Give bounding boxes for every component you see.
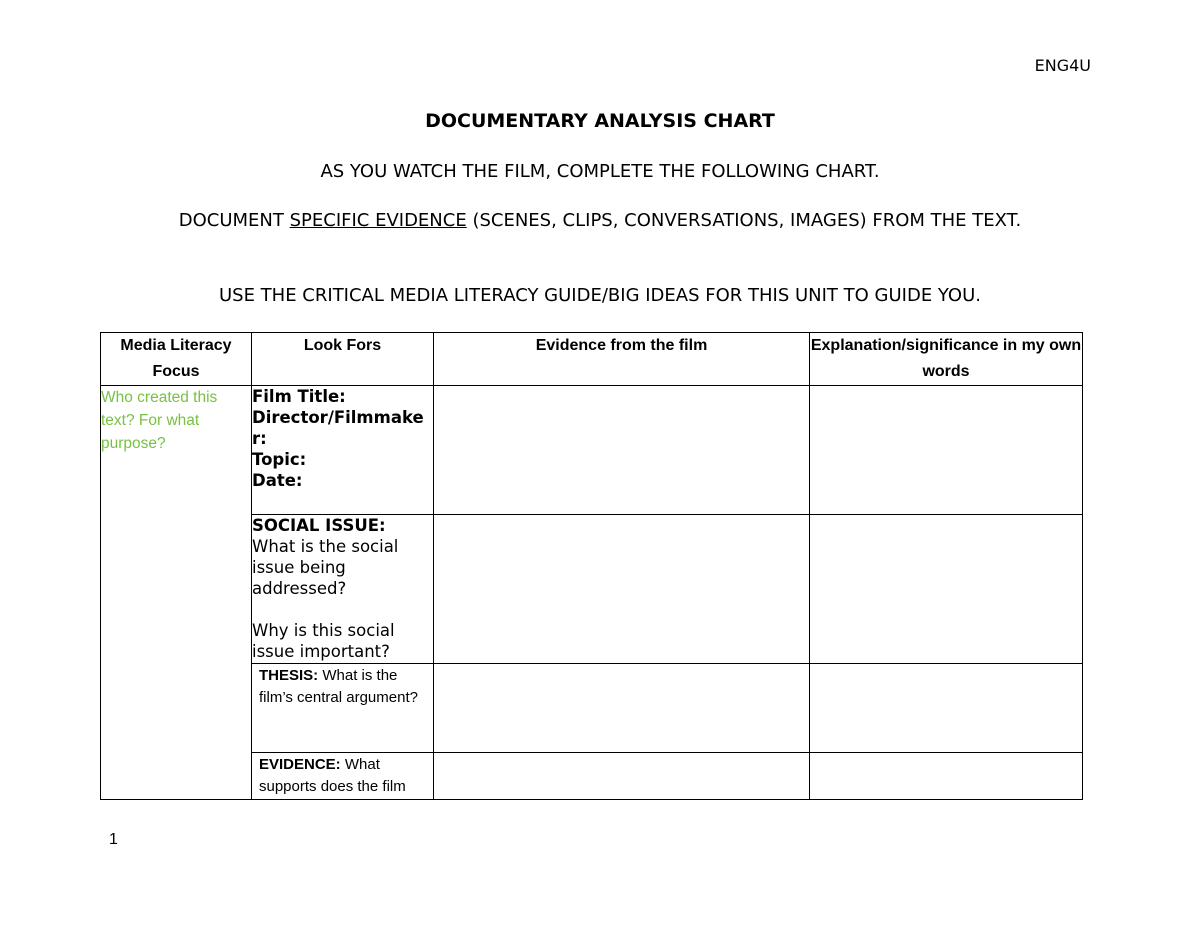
instruction-line-3: USE THE CRITICAL MEDIA LITERACY GUIDE/BIG IDEAS FOR THIS UNIT TO GUIDE YOU. [218,285,981,306]
explanation-cell-social-issue[interactable] [810,515,1083,664]
table-header-row [101,333,1083,386]
specific-evidence-underlined: SPECIFIC EVIDENCE [289,210,467,231]
instruction-line-2-suffix: (SCENES, CLIPS, CONVERSATIONS, IMAGES) FROM THE TEXT. [466,210,1022,231]
evidence-cell-evidence[interactable] [434,753,810,800]
look-fors-thesis [252,664,434,753]
thesis-label: THESIS: [259,667,319,684]
header-evidence: Evidence from the film [434,333,810,386]
evidence-question: What supports does the film [259,756,406,795]
header-look-fors: Look Fors [252,333,434,386]
instruction-line-1: AS YOU WATCH THE FILM, COMPLETE THE FOLLOWING CHART. [320,161,880,182]
instruction-line-2-prefix: DOCUMENT [178,210,290,231]
explanation-cell-evidence[interactable] [810,753,1083,800]
look-fors-film-info [252,386,434,515]
page-number: 1 [109,831,118,848]
header-explanation: Explanation/significance in my own words [810,333,1083,386]
focus-prompt-cell [101,386,252,800]
evidence-cell-thesis[interactable] [434,664,810,753]
social-issue-question-1: What is the social issue being addressed? [252,537,399,598]
thesis-question: What is the film’s central argument? [259,667,418,706]
explanation-cell-thesis[interactable] [810,664,1083,753]
social-issue-question-2: Why is this social issue important? [252,621,395,661]
header-media-literacy-focus: Media Literacy Focus [101,333,252,386]
explanation-cell-film-info[interactable] [810,386,1083,515]
document-title: DOCUMENTARY ANALYSIS CHART [425,110,775,132]
analysis-chart-table [100,332,1083,800]
look-fors-social-issue [252,515,434,664]
social-issue-label: SOCIAL ISSUE: [252,516,386,535]
date-label: Date: [252,471,303,490]
table-row-film-info [101,386,1083,515]
director-label: Director/Filmmaker: [252,408,424,448]
evidence-cell-social-issue[interactable] [434,515,810,664]
evidence-cell-film-info[interactable] [434,386,810,515]
focus-prompt-text: Who created this text? For what purpose? [101,389,218,452]
film-title-label: Film Title: [252,387,346,406]
topic-label: Topic: [252,450,307,469]
instruction-line-2 [120,209,1080,233]
evidence-label: EVIDENCE: [259,756,341,773]
course-code: ENG4U [1034,56,1091,75]
look-fors-evidence [252,753,434,800]
